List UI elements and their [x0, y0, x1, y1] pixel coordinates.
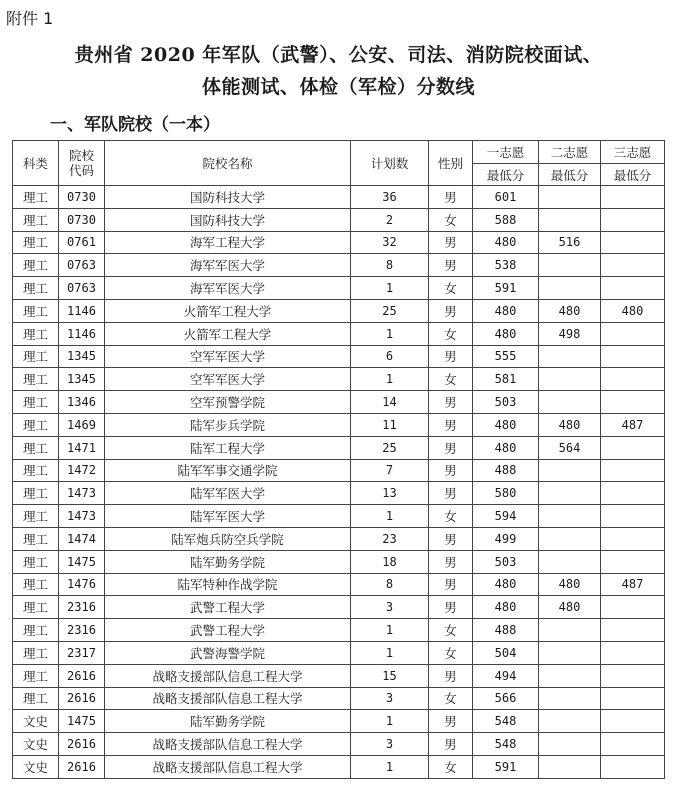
cell-choice-3-score: 487: [601, 413, 665, 436]
cell-plan: 1: [351, 755, 429, 778]
cell-choice-3-score: 487: [601, 573, 665, 596]
cell-choice-2-score: [539, 550, 601, 573]
cell-school-name: 空军预警学院: [105, 391, 351, 414]
cell-choice-1-score: 488: [473, 619, 539, 642]
cell-school-name: 武警海警学院: [105, 641, 351, 664]
cell-school-name: 空军军医大学: [105, 368, 351, 391]
cell-choice-1-score: 480: [473, 596, 539, 619]
cell-plan: 6: [351, 345, 429, 368]
cell-plan: 15: [351, 664, 429, 687]
cell-choice-3-score: [601, 208, 665, 231]
cell-plan: 14: [351, 391, 429, 414]
cell-school-name: 火箭军工程大学: [105, 322, 351, 345]
cell-school-code: 2316: [59, 596, 105, 619]
cell-gender: 女: [429, 277, 473, 300]
cell-school-code: 1474: [59, 527, 105, 550]
cell-choice-3-score: [601, 505, 665, 528]
cell-choice-2-score: [539, 619, 601, 642]
cell-school-code: 1469: [59, 413, 105, 436]
cell-choice-1-score: 503: [473, 550, 539, 573]
cell-subject: 理工: [13, 482, 59, 505]
cell-choice-3-score: [601, 322, 665, 345]
cell-choice-1-score: 499: [473, 527, 539, 550]
cell-plan: 3: [351, 733, 429, 756]
table-row: [13, 186, 665, 209]
cell-choice-1-score: 580: [473, 482, 539, 505]
cell-gender: 男: [429, 299, 473, 322]
cell-subject: 理工: [13, 664, 59, 687]
table-row: [13, 550, 665, 573]
cell-school-code: 1471: [59, 436, 105, 459]
cell-gender: 男: [429, 254, 473, 277]
cell-subject: 理工: [13, 368, 59, 391]
cell-plan: 1: [351, 710, 429, 733]
cell-plan: 23: [351, 527, 429, 550]
cell-subject: 文史: [13, 710, 59, 733]
cell-school-name: 战略支援部队信息工程大学: [105, 687, 351, 710]
header-gender: 性别: [429, 141, 473, 186]
cell-gender: 女: [429, 641, 473, 664]
cell-subject: 理工: [13, 254, 59, 277]
cell-gender: 女: [429, 208, 473, 231]
cell-gender: 女: [429, 505, 473, 528]
cell-choice-2-score: [539, 710, 601, 733]
cell-school-name: 武警工程大学: [105, 596, 351, 619]
cell-gender: 女: [429, 322, 473, 345]
cell-gender: 男: [429, 436, 473, 459]
cell-choice-1-score: 591: [473, 755, 539, 778]
cell-choice-2-score: [539, 186, 601, 209]
table-row: [13, 345, 665, 368]
cell-gender: 男: [429, 664, 473, 687]
cell-plan: 13: [351, 482, 429, 505]
cell-school-name: 武警工程大学: [105, 619, 351, 642]
header-school-code: [59, 141, 105, 186]
cell-subject: 理工: [13, 619, 59, 642]
table-row: [13, 664, 665, 687]
table-body: [13, 186, 665, 779]
cell-plan: 25: [351, 436, 429, 459]
cell-choice-3-score: [601, 186, 665, 209]
cell-choice-1-score: 594: [473, 505, 539, 528]
cell-choice-1-score: 548: [473, 733, 539, 756]
cell-choice-1-score: 581: [473, 368, 539, 391]
cell-choice-1-score: 538: [473, 254, 539, 277]
cell-choice-3-score: [601, 254, 665, 277]
cell-school-code: 1475: [59, 550, 105, 573]
cell-subject: 文史: [13, 755, 59, 778]
cell-choice-3-score: 480: [601, 299, 665, 322]
cell-subject: 理工: [13, 641, 59, 664]
cell-school-name: 空军军医大学: [105, 345, 351, 368]
cell-choice-1-score: 555: [473, 345, 539, 368]
cell-subject: 理工: [13, 505, 59, 528]
cell-choice-3-score: [601, 755, 665, 778]
cell-school-name: 陆军特种作战学院: [105, 573, 351, 596]
cell-subject: 理工: [13, 231, 59, 254]
cell-subject: 理工: [13, 208, 59, 231]
cell-gender: 男: [429, 596, 473, 619]
cell-choice-2-score: [539, 733, 601, 756]
header-choice-3: 三志愿: [601, 141, 665, 164]
cell-choice-1-score: 480: [473, 322, 539, 345]
cell-choice-2-score: [539, 254, 601, 277]
cell-choice-2-score: [539, 687, 601, 710]
cell-school-name: 战略支援部队信息工程大学: [105, 664, 351, 687]
cell-choice-2-score: 480: [539, 299, 601, 322]
header-school-name: 院校名称: [105, 141, 351, 186]
cell-choice-3-score: [601, 436, 665, 459]
cell-subject: 理工: [13, 687, 59, 710]
cell-gender: 男: [429, 482, 473, 505]
cell-choice-1-score: 480: [473, 299, 539, 322]
cell-choice-3-score: [601, 231, 665, 254]
cell-school-code: 1473: [59, 482, 105, 505]
cell-school-code: 2616: [59, 755, 105, 778]
cell-school-code: 0763: [59, 277, 105, 300]
table-row: [13, 619, 665, 642]
cell-school-code: 2317: [59, 641, 105, 664]
header-choice-2: 二志愿: [539, 141, 601, 164]
table-row: [13, 482, 665, 505]
table-row: [13, 231, 665, 254]
table-row: [13, 436, 665, 459]
cell-plan: 1: [351, 619, 429, 642]
cell-plan: 11: [351, 413, 429, 436]
cell-choice-2-score: [539, 641, 601, 664]
cell-school-name: 国防科技大学: [105, 186, 351, 209]
cell-choice-3-score: [601, 345, 665, 368]
cell-school-code: 0761: [59, 231, 105, 254]
cell-plan: 1: [351, 322, 429, 345]
cell-school-code: 1345: [59, 345, 105, 368]
cell-choice-1-score: 591: [473, 277, 539, 300]
cell-choice-2-score: [539, 664, 601, 687]
cell-subject: 理工: [13, 527, 59, 550]
cell-school-name: 火箭军工程大学: [105, 299, 351, 322]
cell-gender: 男: [429, 231, 473, 254]
cell-gender: 女: [429, 687, 473, 710]
cell-choice-1-score: 480: [473, 436, 539, 459]
cell-choice-2-score: 480: [539, 413, 601, 436]
table-row: [13, 687, 665, 710]
cell-subject: 文史: [13, 733, 59, 756]
cell-choice-2-score: [539, 277, 601, 300]
cell-school-name: 陆军勤务学院: [105, 550, 351, 573]
cell-choice-2-score: [539, 459, 601, 482]
cell-plan: 18: [351, 550, 429, 573]
cell-choice-2-score: [539, 527, 601, 550]
cell-school-name: 陆军军事交通学院: [105, 459, 351, 482]
table-row: [13, 505, 665, 528]
cell-school-name: 战略支援部队信息工程大学: [105, 755, 351, 778]
table-row: [13, 391, 665, 414]
cell-plan: 1: [351, 368, 429, 391]
cell-choice-3-score: [601, 596, 665, 619]
cell-choice-2-score: [539, 208, 601, 231]
cell-subject: 理工: [13, 391, 59, 414]
cell-subject: 理工: [13, 459, 59, 482]
cell-choice-1-score: 480: [473, 573, 539, 596]
cell-choice-2-score: 564: [539, 436, 601, 459]
cell-choice-1-score: 566: [473, 687, 539, 710]
table-row: [13, 641, 665, 664]
cell-subject: 理工: [13, 596, 59, 619]
cell-choice-2-score: [539, 368, 601, 391]
cell-subject: 理工: [13, 299, 59, 322]
cell-school-code: 2616: [59, 733, 105, 756]
cell-choice-2-score: 498: [539, 322, 601, 345]
score-table: [12, 140, 665, 779]
header-school-code-line-2: 代码: [68, 163, 94, 178]
table-row: [13, 755, 665, 778]
cell-choice-2-score: [539, 345, 601, 368]
cell-gender: 女: [429, 755, 473, 778]
header-school-code-line-1: 院校: [68, 148, 94, 163]
cell-gender: 男: [429, 186, 473, 209]
table-row: [13, 710, 665, 733]
table-row: [13, 277, 665, 300]
cell-school-code: 1345: [59, 368, 105, 391]
cell-plan: 32: [351, 231, 429, 254]
cell-plan: 8: [351, 573, 429, 596]
cell-choice-2-score: [539, 755, 601, 778]
cell-plan: 3: [351, 596, 429, 619]
cell-school-name: 国防科技大学: [105, 208, 351, 231]
cell-plan: 25: [351, 299, 429, 322]
cell-school-code: 0763: [59, 254, 105, 277]
table-row: [13, 733, 665, 756]
cell-school-name: 陆军工程大学: [105, 436, 351, 459]
attachment-label: 附件 1: [6, 9, 54, 28]
table-header: [13, 141, 665, 186]
cell-subject: 理工: [13, 345, 59, 368]
cell-gender: 男: [429, 733, 473, 756]
document-title-line-1: 贵州省 2020 年军队（武警）、公安、司法、消防院校面试、: [74, 44, 603, 66]
cell-gender: 男: [429, 550, 473, 573]
cell-choice-3-score: [601, 277, 665, 300]
cell-subject: 理工: [13, 322, 59, 345]
cell-choice-3-score: [601, 619, 665, 642]
cell-choice-1-score: 480: [473, 413, 539, 436]
cell-school-code: 1472: [59, 459, 105, 482]
cell-choice-3-score: [601, 641, 665, 664]
cell-plan: 36: [351, 186, 429, 209]
cell-choice-3-score: [601, 664, 665, 687]
cell-choice-1-score: 480: [473, 231, 539, 254]
cell-subject: 理工: [13, 436, 59, 459]
cell-school-code: 1146: [59, 299, 105, 322]
cell-school-code: 2616: [59, 687, 105, 710]
cell-choice-1-score: 504: [473, 641, 539, 664]
cell-plan: 3: [351, 687, 429, 710]
table-row: [13, 299, 665, 322]
cell-school-name: 战略支援部队信息工程大学: [105, 733, 351, 756]
cell-school-name: 海军军医大学: [105, 254, 351, 277]
cell-school-code: 0730: [59, 208, 105, 231]
header-plan: 计划数: [351, 141, 429, 186]
table-row: [13, 254, 665, 277]
cell-school-name: 陆军军医大学: [105, 505, 351, 528]
cell-choice-2-score: [539, 505, 601, 528]
cell-school-code: 1475: [59, 710, 105, 733]
header-choice-1: 一志愿: [473, 141, 539, 164]
cell-choice-2-score: 480: [539, 596, 601, 619]
cell-school-code: 2616: [59, 664, 105, 687]
cell-choice-3-score: [601, 459, 665, 482]
cell-gender: 男: [429, 391, 473, 414]
cell-gender: 男: [429, 413, 473, 436]
cell-choice-2-score: [539, 482, 601, 505]
table-row: [13, 413, 665, 436]
cell-gender: 男: [429, 527, 473, 550]
cell-school-code: 2316: [59, 619, 105, 642]
cell-choice-3-score: [601, 482, 665, 505]
table-row: [13, 368, 665, 391]
cell-choice-3-score: [601, 733, 665, 756]
cell-choice-3-score: [601, 368, 665, 391]
table-row: [13, 459, 665, 482]
cell-school-code: 1476: [59, 573, 105, 596]
table-row: [13, 208, 665, 231]
table-row: [13, 527, 665, 550]
table-row: [13, 322, 665, 345]
cell-choice-1-score: 601: [473, 186, 539, 209]
cell-school-name: 陆军炮兵防空兵学院: [105, 527, 351, 550]
cell-gender: 男: [429, 573, 473, 596]
cell-choice-3-score: [601, 687, 665, 710]
cell-plan: 1: [351, 505, 429, 528]
table-row: [13, 596, 665, 619]
cell-choice-3-score: [601, 710, 665, 733]
cell-gender: 男: [429, 345, 473, 368]
cell-school-code: 1146: [59, 322, 105, 345]
cell-choice-1-score: 494: [473, 664, 539, 687]
cell-school-name: 陆军军医大学: [105, 482, 351, 505]
cell-gender: 男: [429, 710, 473, 733]
cell-choice-1-score: 588: [473, 208, 539, 231]
cell-subject: 理工: [13, 413, 59, 436]
cell-subject: 理工: [13, 277, 59, 300]
cell-gender: 女: [429, 368, 473, 391]
header-min-score-1: 最低分: [473, 164, 539, 186]
cell-choice-1-score: 548: [473, 710, 539, 733]
cell-plan: 2: [351, 208, 429, 231]
cell-gender: 女: [429, 619, 473, 642]
cell-school-name: 海军军医大学: [105, 277, 351, 300]
section-heading: 一、军队院校（一本）: [50, 115, 220, 135]
cell-plan: 8: [351, 254, 429, 277]
cell-school-name: 陆军步兵学院: [105, 413, 351, 436]
cell-school-name: 海军工程大学: [105, 231, 351, 254]
document-title-line-2: 体能测试、体检（军检）分数线: [201, 76, 475, 98]
cell-choice-3-score: [601, 391, 665, 414]
cell-plan: 1: [351, 277, 429, 300]
cell-school-code: 1346: [59, 391, 105, 414]
cell-gender: 男: [429, 459, 473, 482]
cell-choice-2-score: 516: [539, 231, 601, 254]
cell-plan: 1: [351, 641, 429, 664]
cell-school-name: 陆军勤务学院: [105, 710, 351, 733]
cell-subject: 理工: [13, 573, 59, 596]
cell-choice-3-score: [601, 527, 665, 550]
cell-choice-1-score: 503: [473, 391, 539, 414]
cell-school-code: 0730: [59, 186, 105, 209]
cell-subject: 理工: [13, 550, 59, 573]
cell-school-code: 1473: [59, 505, 105, 528]
table-row: [13, 573, 665, 596]
header-min-score-2: 最低分: [539, 164, 601, 186]
header-subject: 科类: [13, 141, 59, 186]
cell-choice-3-score: [601, 550, 665, 573]
header-min-score-3: 最低分: [601, 164, 665, 186]
cell-choice-2-score: [539, 391, 601, 414]
cell-choice-1-score: 488: [473, 459, 539, 482]
cell-choice-2-score: 480: [539, 573, 601, 596]
cell-subject: 理工: [13, 186, 59, 209]
cell-plan: 7: [351, 459, 429, 482]
